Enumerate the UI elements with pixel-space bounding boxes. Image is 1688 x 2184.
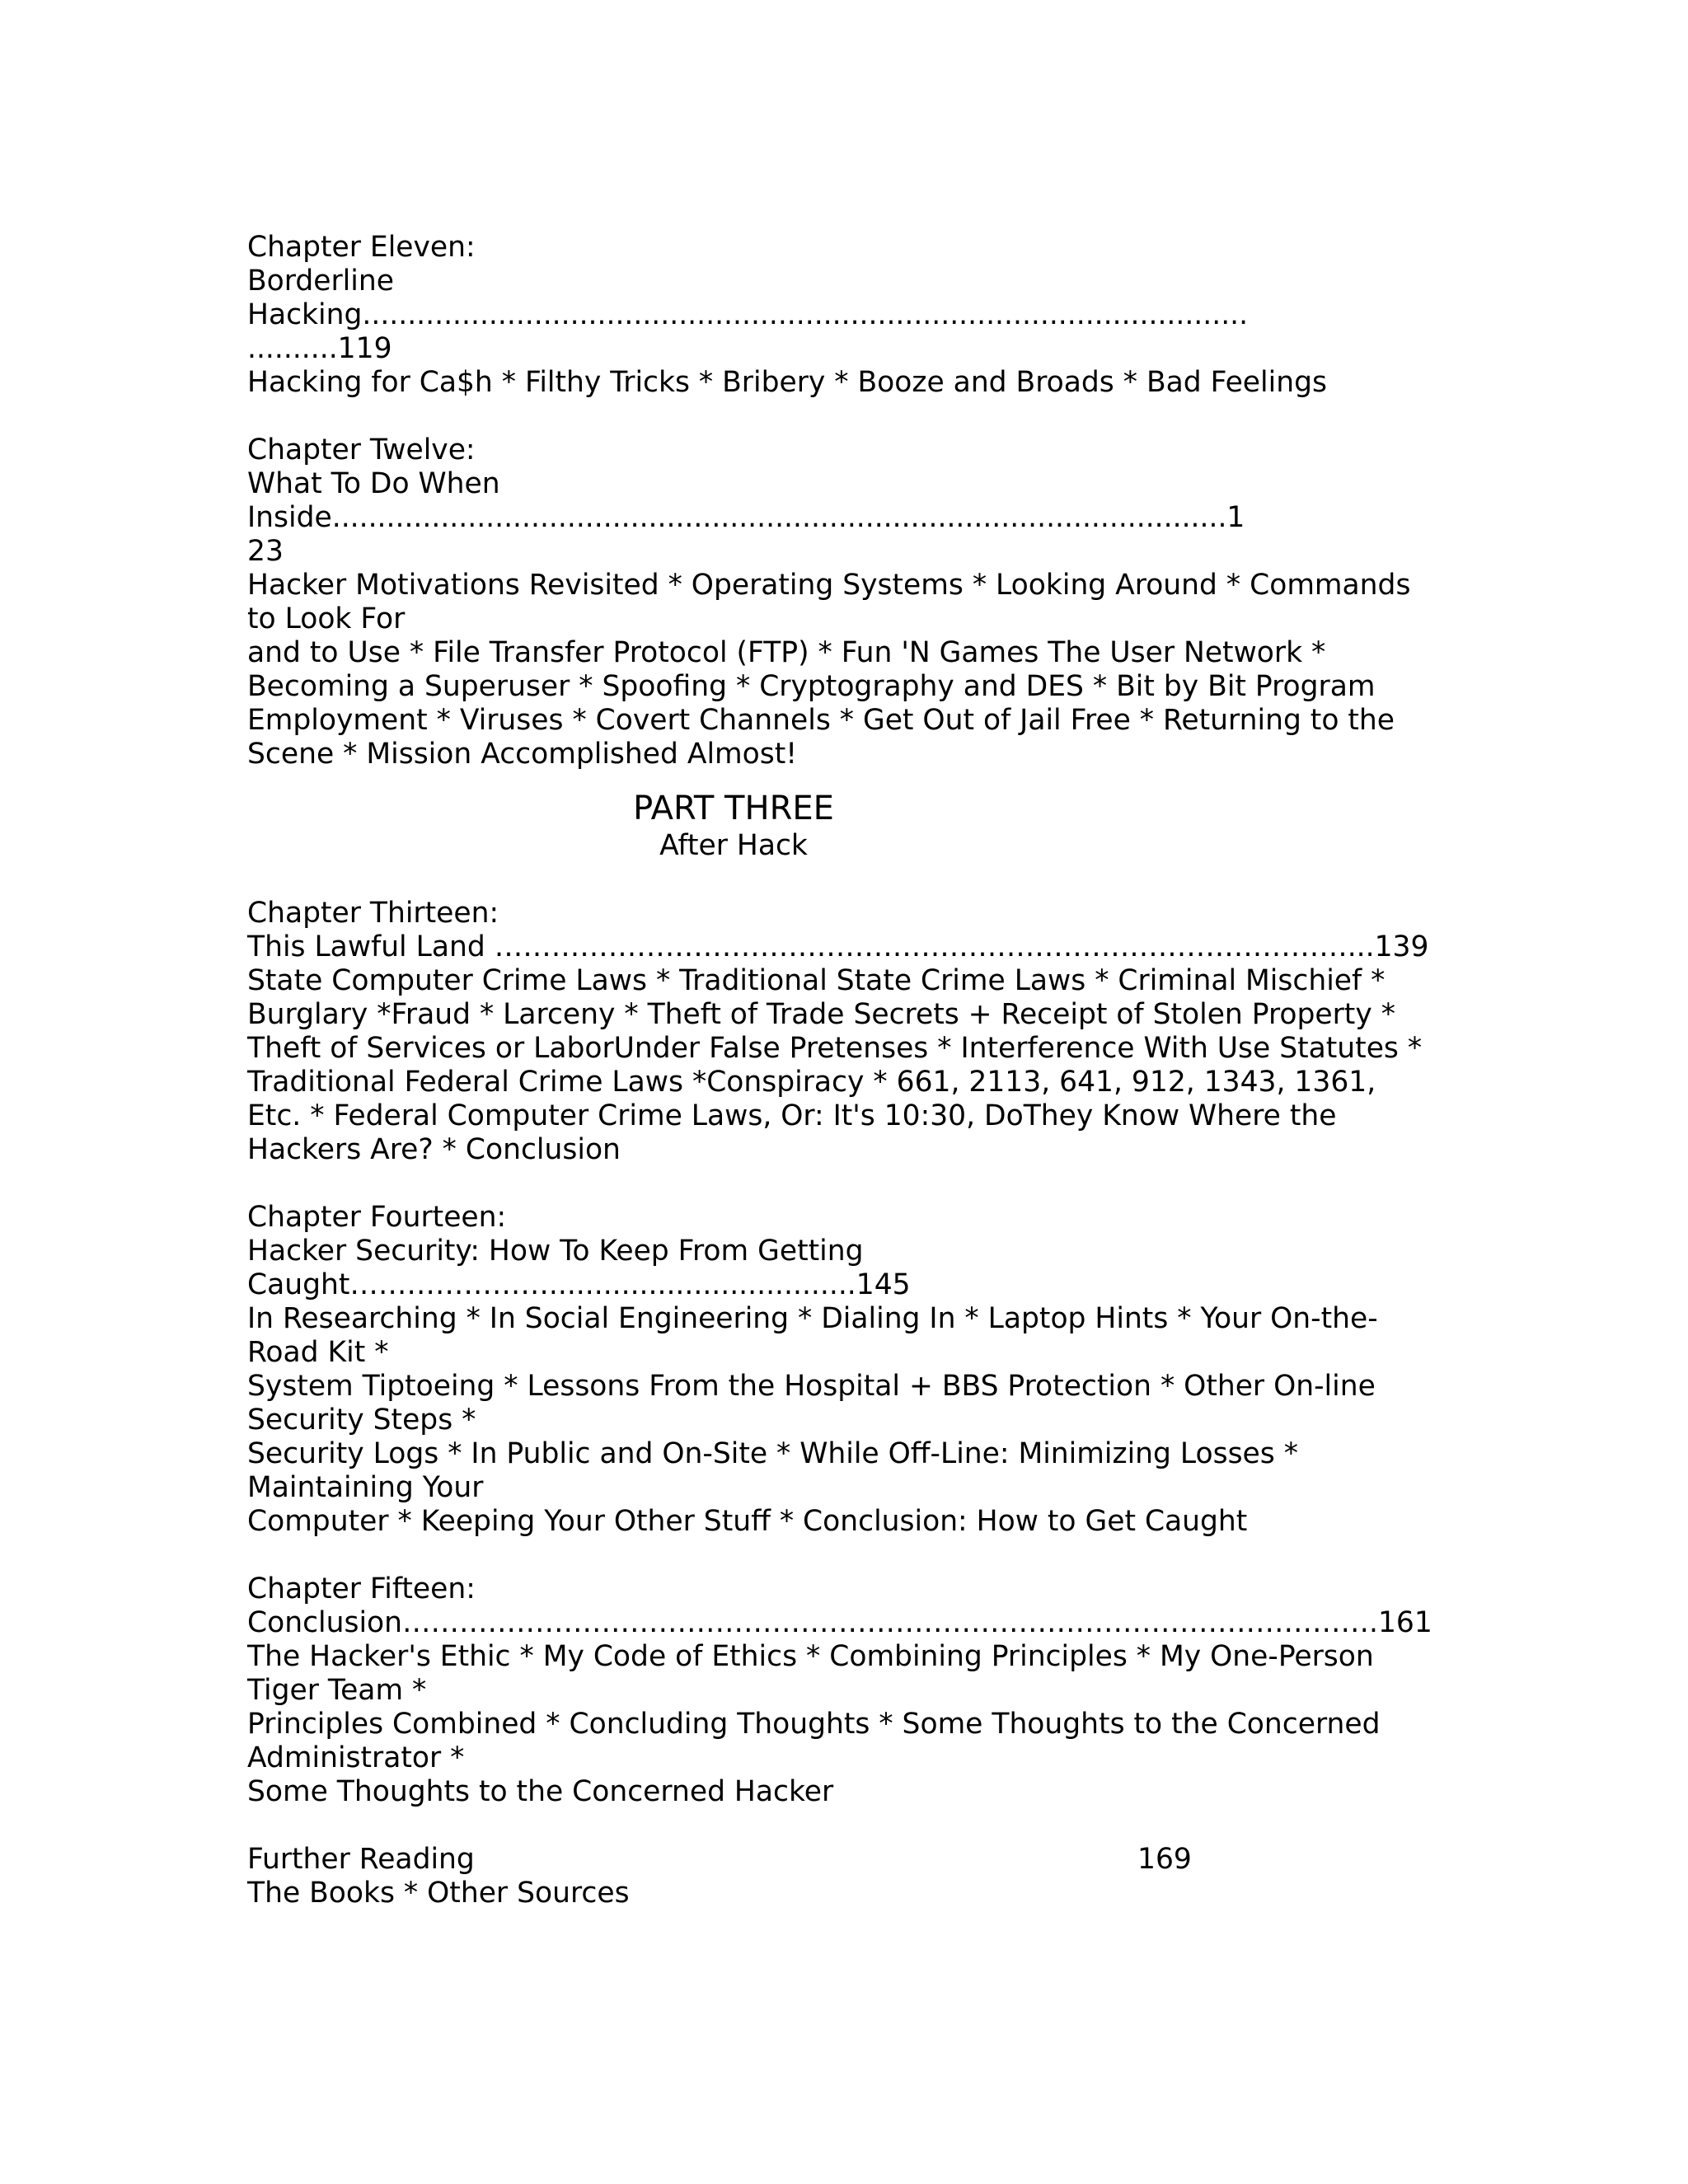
chapter-topics: Hacker Motivations Revisited * Operating Systems * Looking Around * Commands [247, 569, 1411, 602]
chapter-topics: Becoming a Superuser * Spoofing * Cryptography and DES * Bit by Bit Program [247, 670, 1376, 703]
part-subtitle: After Hack [659, 829, 808, 862]
chapter-topics: Burglary *Fraud * Larceny * Theft of Trade Secrets + Receipt of Stolen Property * [247, 998, 1395, 1031]
chapter-page-number: ..........119 [247, 332, 392, 365]
chapter-topics: The Hacker's Ethic * My Code of Ethics * Combining Principles * My One-Person [247, 1640, 1374, 1673]
chapter-topics: Security Logs * In Public and On-Site * While Off-Line: Minimizing Losses * [247, 1437, 1298, 1470]
chapter-fourteen-entry [247, 1201, 1434, 1539]
part-three-heading [247, 788, 1434, 863]
chapter-title-leader: Hacking.................................................................................................. [247, 298, 1249, 331]
chapter-title-leader: Caught…………………..................................145 [247, 1268, 911, 1301]
chapter-twelve-entry [247, 434, 1434, 771]
chapter-page-number: 23 [247, 535, 284, 568]
chapter-topics: Theft of Services or LaborUnder False Pretenses * Interference With Use Statutes * [247, 1032, 1423, 1065]
chapter-label: Chapter Fifteen: [247, 1572, 476, 1605]
chapter-topics: Etc. * Federal Computer Crime Laws, Or: It's 10:30, DoThey Know Where the [247, 1099, 1337, 1132]
chapter-thirteen-entry [247, 897, 1434, 1167]
chapter-label: Chapter Thirteen: [247, 897, 499, 930]
chapter-topics: State Computer Crime Laws * Traditional State Crime Laws * Criminal Mischief * [247, 964, 1386, 997]
chapter-topics: to Look For [247, 602, 406, 635]
chapter-title: Borderline [247, 265, 394, 298]
chapter-topics: Maintaining Your [247, 1471, 484, 1504]
further-reading-label: Further Reading [247, 1843, 475, 1876]
chapter-title-leader: Inside...................................................................................................1 [247, 501, 1245, 534]
chapter-title: Hacker Security: How To Keep From Getting [247, 1235, 864, 1268]
further-reading-entry [247, 1843, 1434, 1910]
chapter-eleven-entry [247, 231, 1434, 400]
chapter-topics: Computer * Keeping Your Other Stuff * Conclusion: How to Get Caught [247, 1505, 1248, 1538]
chapter-topics: Road Kit * [247, 1336, 389, 1369]
chapter-label: Chapter Fourteen: [247, 1201, 507, 1234]
chapter-topics: Hackers Are? * Conclusion [247, 1133, 621, 1166]
chapter-topics: Administrator * [247, 1741, 465, 1774]
chapter-topics: Hacking for Ca$h * Filthy Tricks * Bribery * Booze and Broads * Bad Feelings [247, 366, 1327, 399]
chapter-title-leader: Conclusion………………………………………………………………………………………….161 [247, 1606, 1432, 1639]
chapter-label: Chapter Twelve: [247, 434, 476, 466]
part-title: PART THREE [633, 790, 834, 827]
chapter-topics: Security Steps * [247, 1404, 476, 1436]
table-of-contents [247, 231, 1434, 1910]
chapter-topics: In Researching * In Social Engineering * Dialing In * Laptop Hints * Your On-the- [247, 1302, 1378, 1335]
further-reading-page-number: 169 [1137, 1843, 1192, 1876]
chapter-topics: and to Use * File Transfer Protocol (FTP) * Fun 'N Games The User Network * [247, 636, 1326, 669]
further-reading-row [247, 1843, 1434, 1877]
chapter-title-leader: This Lawful Land ………………………………………………………………………………...139 [247, 930, 1429, 963]
chapter-fifteen-entry [247, 1572, 1434, 1809]
chapter-label: Chapter Eleven: [247, 231, 476, 264]
chapter-topics: Some Thoughts to the Concerned Hacker [247, 1775, 834, 1808]
chapter-title: What To Do When [247, 467, 500, 500]
further-reading-topics: The Books * Other Sources [247, 1877, 630, 1910]
chapter-topics: System Tiptoeing * Lessons From the Hospital + BBS Protection * Other On-line [247, 1370, 1376, 1403]
chapter-topics: Principles Combined * Concluding Thoughts * Some Thoughts to the Concerned [247, 1708, 1381, 1741]
chapter-topics: Traditional Federal Crime Laws *Conspiracy * 661, 2113, 641, 912, 1343, 1361, [247, 1066, 1376, 1099]
chapter-topics: Tiger Team * [247, 1674, 427, 1707]
chapter-topics: Employment * Viruses * Covert Channels * Get Out of Jail Free * Returning to the [247, 704, 1395, 737]
chapter-topics: Scene * Mission Accomplished Almost! [247, 738, 798, 771]
